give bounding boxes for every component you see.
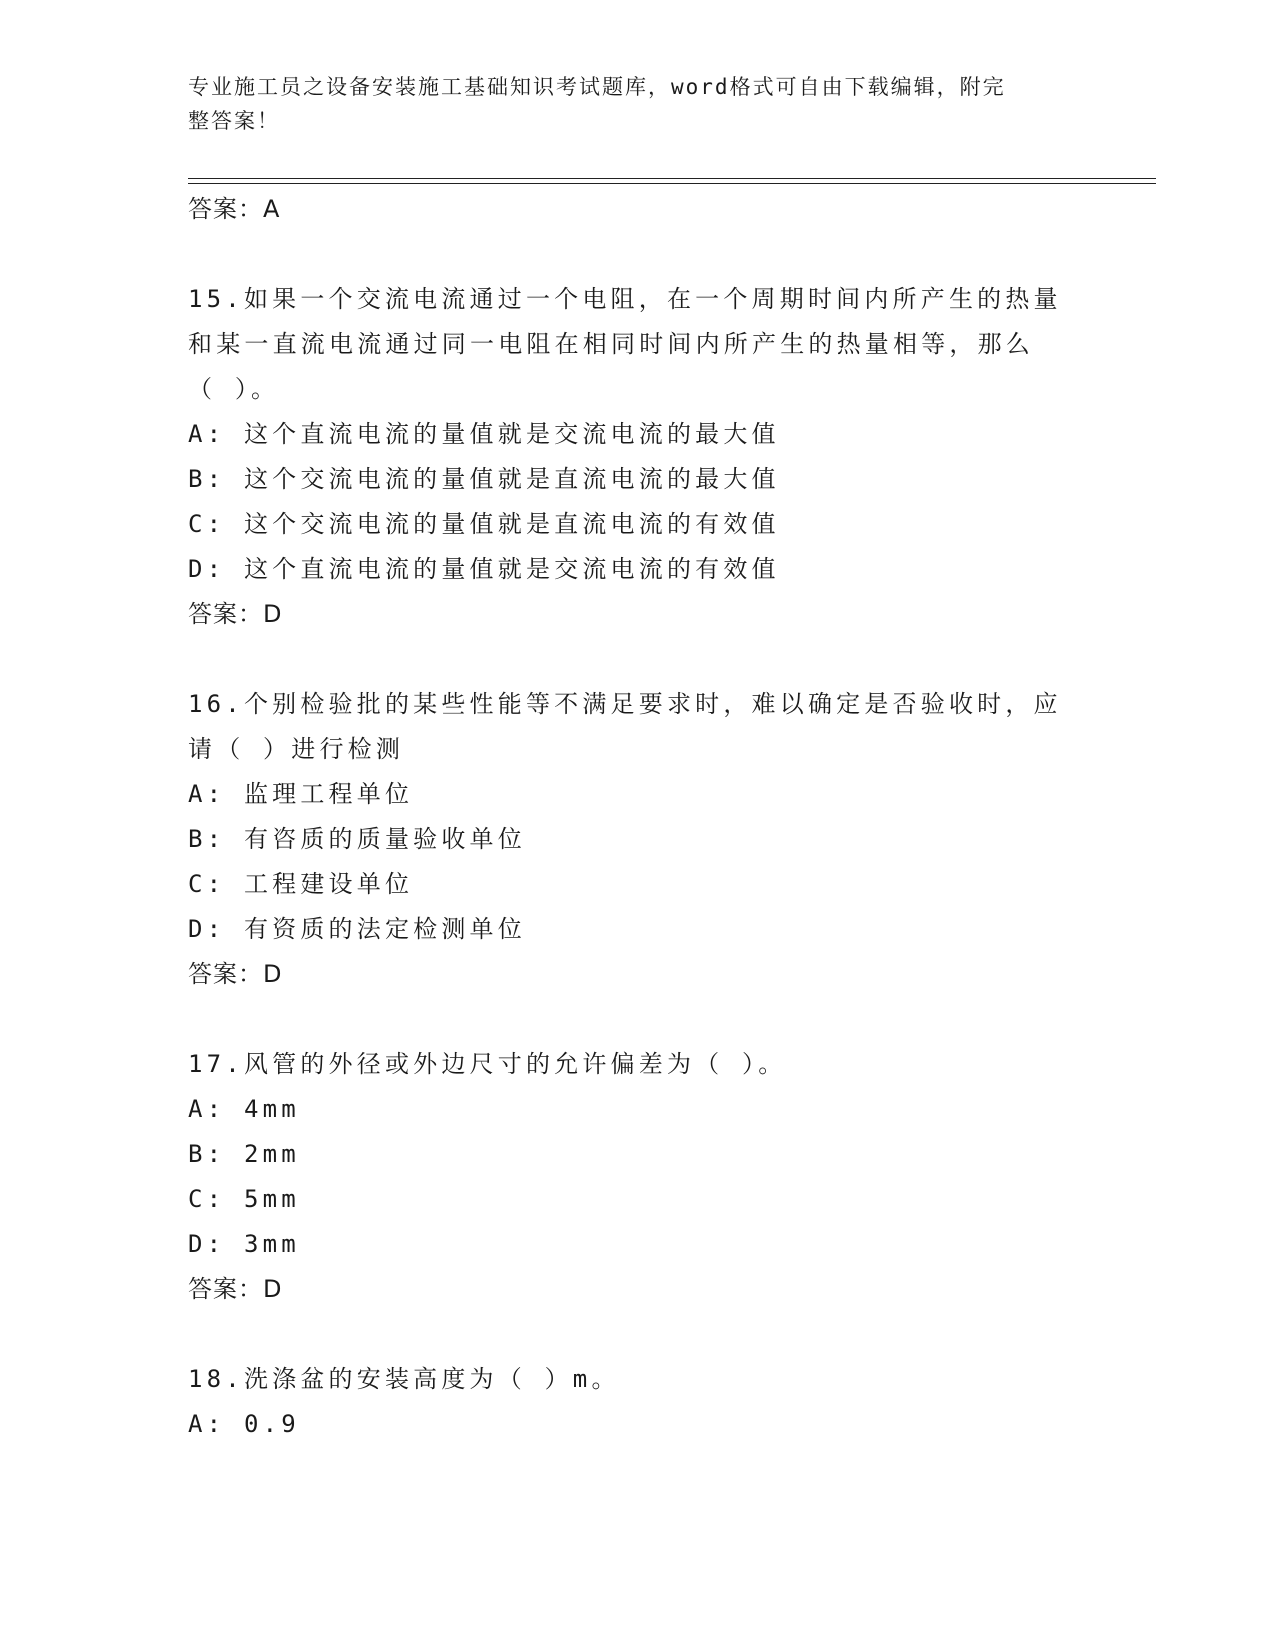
option-b: B: 有咨质的质量验收单位: [188, 825, 526, 853]
option-b: B: 这个交流电流的量值就是直流电流的最大值: [188, 465, 780, 493]
question-text-line: 15.如果一个交流电流通过一个电阻，在一个周期时间内所产生的热量: [188, 285, 1062, 313]
answer: 答案：D: [188, 600, 283, 628]
question-18: [188, 1357, 1108, 1447]
question-16: [188, 682, 1108, 997]
option-d: D: 3mm: [188, 1230, 300, 1258]
header-rule-bottom: [188, 183, 1156, 184]
answer: 答案：D: [188, 960, 283, 988]
option-c: C: 这个交流电流的量值就是直流电流的有效值: [188, 510, 780, 538]
question-text-line: 和某一直流电流通过同一电阻在相同时间内所产生的热量相等，那么: [188, 330, 1034, 358]
option-a: A: 这个直流电流的量值就是交流电流的最大值: [188, 420, 780, 448]
question-text-line: 请（ ）进行检测: [188, 735, 405, 763]
question-text-line: 18.洗涤盆的安装高度为（ ）m。: [188, 1365, 620, 1393]
option-a: A: 0.9: [188, 1410, 300, 1438]
question-17: [188, 1042, 1108, 1312]
question-text-line: 16.个别检验批的某些性能等不满足要求时，难以确定是否验收时，应: [188, 690, 1062, 718]
option-c: C: 工程建设单位: [188, 870, 414, 898]
option-d: D: 有资质的法定检测单位: [188, 915, 526, 943]
answer: 答案：D: [188, 1275, 283, 1303]
option-c: C: 5mm: [188, 1185, 300, 1213]
document-body: [188, 187, 1108, 1447]
question-15: [188, 277, 1108, 637]
header-rule-top: [188, 178, 1156, 179]
header-line-1: 专业施工员之设备安装施工基础知识考试题库，word格式可自由下载编辑，附完: [188, 75, 1006, 99]
option-d: D: 这个直流电流的量值就是交流电流的有效值: [188, 555, 780, 583]
page-header: [188, 70, 1088, 138]
option-a: A: 4mm: [188, 1095, 300, 1123]
question-text-line: 17.风管的外径或外边尺寸的允许偏差为（ ）。: [188, 1050, 787, 1078]
option-a: A: 监理工程单位: [188, 780, 414, 808]
question-text-line: （ ）。: [188, 375, 280, 403]
header-line-2: 整答案！: [188, 109, 280, 133]
previous-answer: 答案：A: [188, 195, 281, 223]
option-b: B: 2mm: [188, 1140, 300, 1168]
